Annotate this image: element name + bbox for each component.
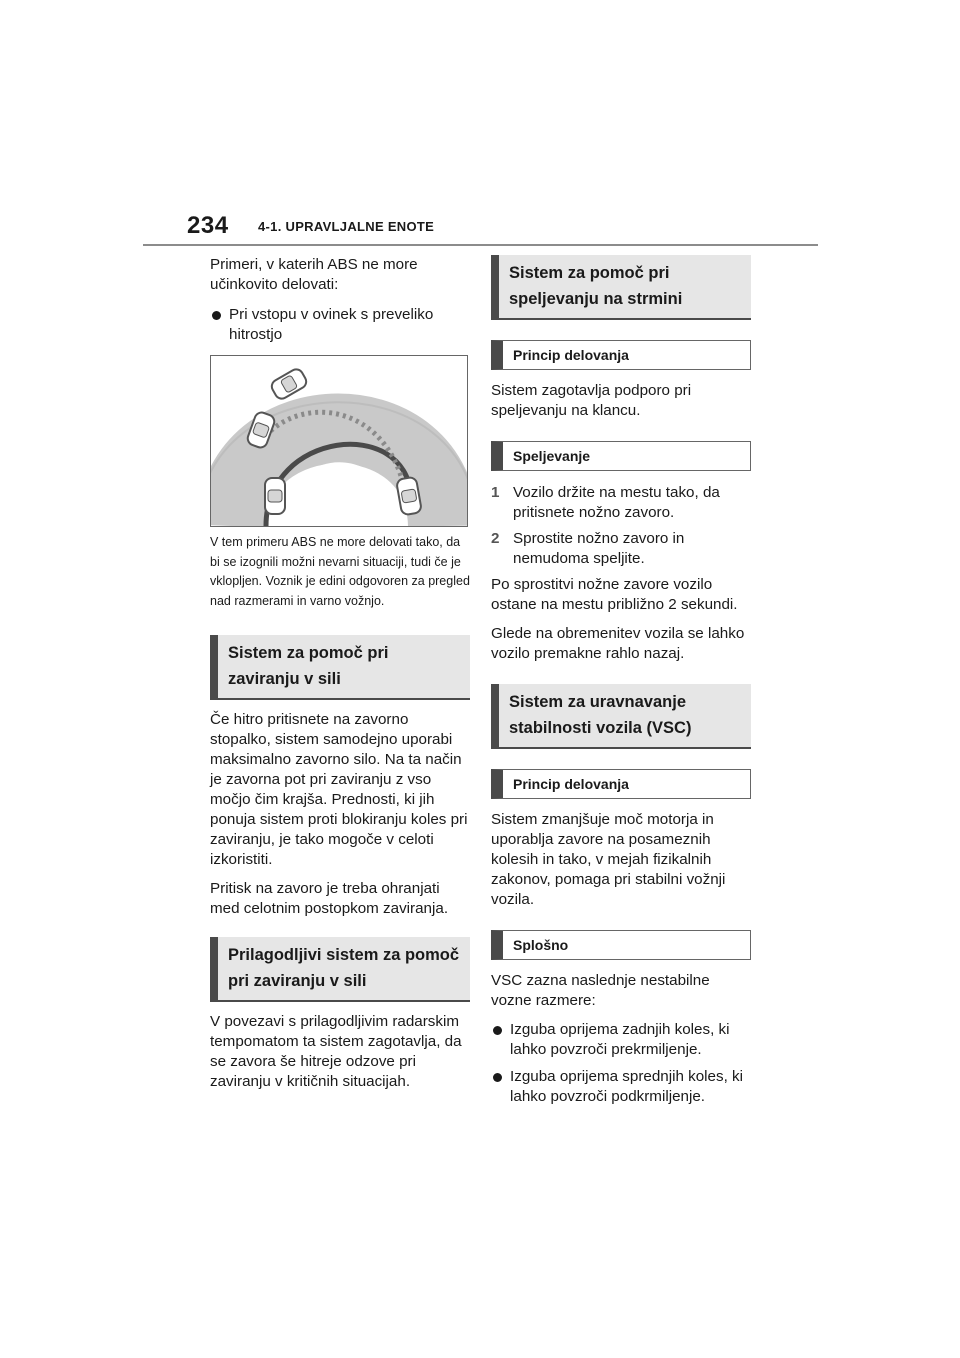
paragraph: Po sprostitvi nožne zavore vozilo ostane na mestu približno 2 sekundi.: [491, 576, 738, 613]
header-divider: [143, 244, 818, 246]
car-icon: [269, 367, 308, 401]
section-title: 4-1. UPRAVLJALNE ENOTE: [258, 219, 435, 234]
paragraph: Sistem zmanjšuje moč motorja in uporablja zavore na posameznih kolesih in tako, v mejah fizikalnih zakonov, pomaga pri stabilni vožnji vozila.: [491, 811, 726, 908]
step-text: Vozilo držite na mestu tako, da pritisnete nožno zavoro.: [513, 484, 720, 521]
section-heading: Prilagodljivi sistem za pomoč pri zaviranju v sili: [210, 937, 470, 1002]
bullet-icon: [212, 311, 221, 320]
step-item: [491, 529, 751, 569]
section-heading: Sistem za pomoč pri speljevanju na strmini: [491, 255, 751, 320]
step-number: 1: [491, 484, 500, 501]
figure-caption: V tem primeru ABS ne more delovati tako, da bi se izognili možni nevarni situaciji, tudi če je vklopljen. Voznik je edini odgovoren za pregled nad razmerami in varno vožnjo.: [210, 535, 470, 608]
section-heading: Sistem za uravnavanje stabilnosti vozila (VSC): [491, 684, 751, 749]
bullet-icon: [493, 1026, 502, 1035]
paragraph: Če hitro pritisnete na zavorno stopalko, sistem samodejno uporabi maksimalno zavorno silo. Na ta način je zavorna pot pri zaviranju z vso močjo čim krajša. Prednosti, ki jih ponuja sistem proti blokiranju koles pri zaviranju, je tako mogoče v celoti izkoristiti.: [210, 711, 468, 868]
bullet-text: Pri vstopu v ovinek s preveliko hitrostjo: [229, 306, 434, 343]
section-heading: Sistem za pomoč pri zaviranju v sili: [210, 635, 470, 700]
step-text: Sprostite nožno zavoro in nemudoma speljite.: [513, 530, 685, 567]
subheading: Splošno: [491, 930, 751, 960]
subheading: Princip delovanja: [491, 769, 751, 799]
subheading: Speljevanje: [491, 441, 751, 471]
bullet-text: Izguba oprijema sprednjih koles, ki lahko povzroči podkrmiljenje.: [510, 1068, 743, 1105]
left-column: [210, 255, 470, 1101]
car-icon: [265, 478, 285, 514]
page-header: [0, 0, 960, 250]
paragraph: VSC zazna naslednje nestabilne vozne razmere:: [491, 972, 710, 1009]
paragraph: Glede na obremenitev vozila se lahko vozilo premakne rahlo nazaj.: [491, 625, 745, 662]
bullet-text: Izguba oprijema zadnjih koles, ki lahko povzroči prekrmiljenje.: [510, 1021, 730, 1058]
page-number: 234: [187, 212, 229, 239]
list-item: [491, 1067, 751, 1107]
right-column: [491, 255, 751, 1114]
paragraph: V povezavi s prilagodljivim radarskim tempomatom ta sistem zagotavlja, da se zavora še hitreje odzove pri zaviranju v kritičnih situacijah.: [210, 1013, 462, 1090]
subheading: Princip delovanja: [491, 340, 751, 370]
bullet-icon: [493, 1073, 502, 1082]
step-item: [491, 483, 751, 523]
cars-on-curve-illustration: [210, 355, 468, 527]
list-item: [491, 1020, 751, 1060]
curve-diagram-svg: [211, 356, 467, 526]
intro-text: Primeri, v katerih ABS ne more učinkovito delovati:: [210, 256, 418, 293]
step-number: 2: [491, 530, 500, 547]
list-item: [210, 305, 470, 345]
paragraph: Sistem zagotavlja podporo pri speljevanju na klancu.: [491, 382, 692, 419]
paragraph: Pritisk na zavoro je treba ohranjati med celotnim postopkom zaviranja.: [210, 880, 449, 917]
